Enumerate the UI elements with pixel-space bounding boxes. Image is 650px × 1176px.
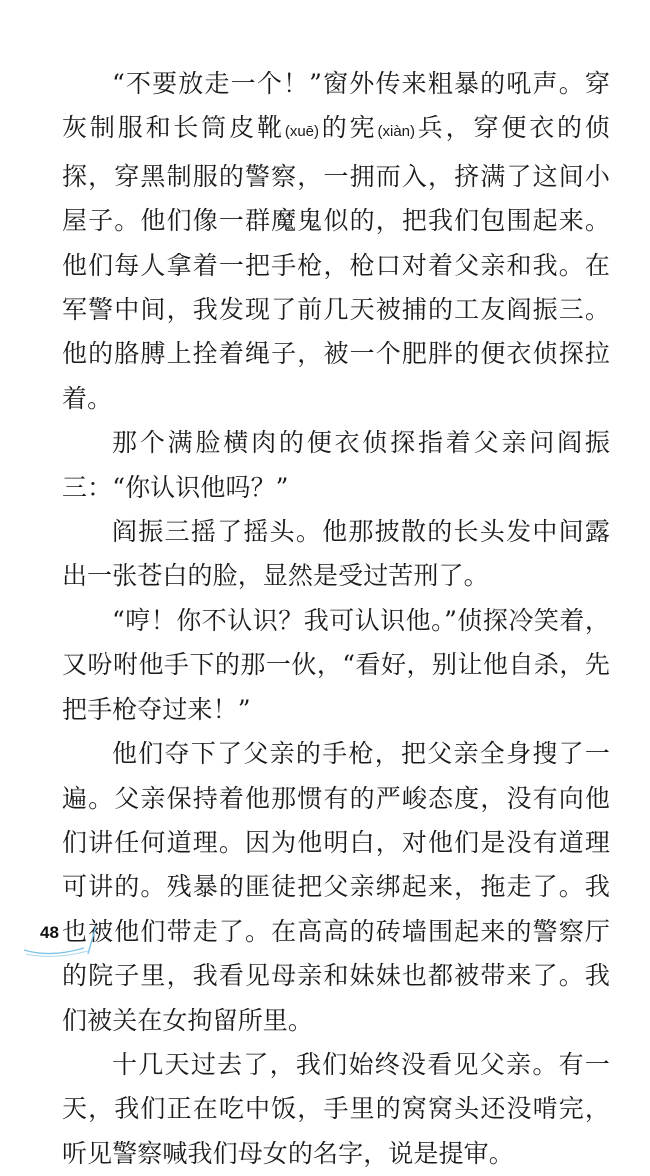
paragraph [62, 599, 610, 732]
page-body [62, 62, 610, 1176]
paragraph [62, 732, 610, 1043]
paragraph [62, 421, 610, 510]
paragraph-text: 那个满脸横肉的便衣侦探指着父亲问阎振三：“你认识他吗？” [62, 428, 610, 502]
paragraph-text: 兵，穿便衣的侦探，穿黑制服的警察，一拥而入，挤满了这间小屋子。他们像一群魔鬼似的，把我们包围起来。他们每人拿着一把手枪，枪口对着父亲和我。在军警中间，我发现了前几天被捕的工友阎振三。他的胳膊上拴着绳子，被一个肥胖的便衣侦探拉着。 [62, 113, 610, 413]
paragraph [62, 1043, 610, 1176]
pinyin-annotation: (xiàn) [377, 123, 416, 141]
paragraph-text: “不要放走一个！”窗外传来粗暴的吼声。穿灰制服和长筒皮靴 [62, 69, 610, 143]
paragraph-text: 阎振三摇了摇头。他那披散的长头发中间露出一张苍白的脸，显然是受过苦刑了。 [62, 517, 610, 591]
paragraph [62, 62, 610, 421]
paragraph-text: 他们夺下了父亲的手枪，把父亲全身搜了一遍。父亲保持着他那惯有的严峻态度，没有向他们讲任何道理。因为他明白，对他们是没有道理可讲的。残暴的匪徒把父亲绑起来，拖走了。我也被他们带走了。在高高的砖墙围起来的警察厅的院子里，我看见母亲和妹妹也都被带来了。我们被关在女拘留所里。 [62, 739, 610, 1035]
page-number: 48 [40, 923, 59, 942]
paragraph-text: “哼！你不认识？我可认识他。”侦探冷笑着，又吩咐他手下的那一伙，“看好，别让他自杀，先把手枪夺过来！” [62, 605, 610, 724]
page-number-swoosh-icon [22, 920, 112, 960]
paragraph [62, 510, 610, 599]
paragraph-text: 的宪 [319, 113, 378, 143]
paragraph-text: 十几天过去了，我们始终没看见父亲。有一天，我们正在吃中饭，手里的窝窝头还没啃完，听见警察喊我们母女的名字，说是提审。 [62, 1049, 610, 1168]
pinyin-annotation: (xuē) [284, 123, 320, 141]
